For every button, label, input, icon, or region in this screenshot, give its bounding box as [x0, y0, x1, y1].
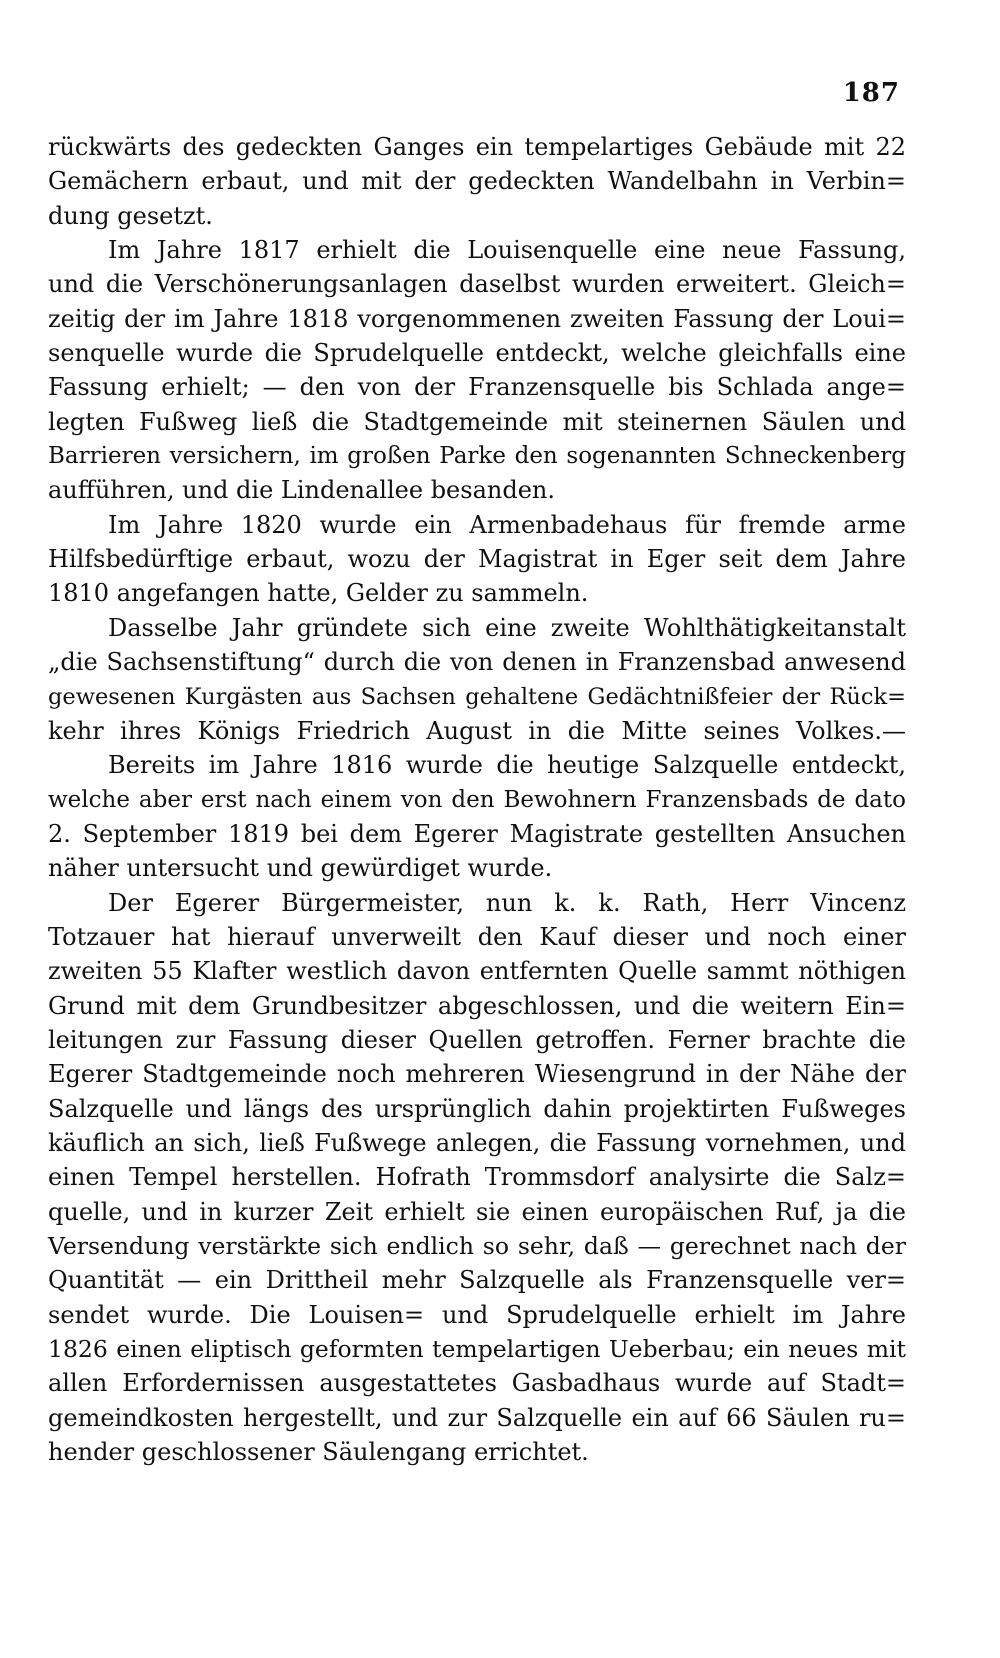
text-line: 1826 einen eliptisch geformten tempelartigen Ueberbau; ein neues mit — [48, 1335, 906, 1364]
text-line: Totzauer hat hierauf unverweilt den Kauf dieser und noch einer — [48, 922, 906, 951]
text-line: Egerer Stadtgemeinde noch mehreren Wiesengrund in der Nähe der — [48, 1060, 906, 1089]
text-line: leitungen zur Fassung dieser Quellen getroffen. Ferner brachte die — [48, 1025, 906, 1054]
text-line: zeitig der im Jahre 1818 vorgenommenen zweiten Fassung der Loui= — [48, 304, 906, 333]
text-line: Salzquelle und längs des ursprünglich dahin projektirten Fußweges — [48, 1094, 906, 1123]
text-line: welche aber erst nach einem von den Bewohnern Franzensbads de dato — [48, 786, 906, 813]
text-line: und die Verschönerungsanlagen daselbst wurden erweitert. Gleich= — [48, 270, 906, 299]
text-line: aufführen, und die Lindenallee besanden. — [48, 476, 555, 505]
text-line: Quantität — ein Drittheil mehr Salzquelle als Franzensquelle ver= — [48, 1266, 906, 1295]
text-line: Dasselbe Jahr gründete sich eine zweite Wohlthätigkeitanstalt — [108, 613, 906, 642]
text-line: Im Jahre 1820 wurde ein Armenbadehaus für fremde arme — [108, 510, 906, 539]
text-line: dung gesetzt. — [48, 201, 213, 230]
text-line: gemeindkosten hergestellt, und zur Salzquelle ein auf 66 Säulen ru= — [48, 1403, 906, 1432]
text-line: gewesenen Kurgästen aus Sachsen gehaltene Gedächtnißfeier der Rück= — [48, 683, 906, 710]
text-line: Barrieren versichern, im großen Parke den sogenannten Schneckenberg — [48, 443, 906, 470]
text-line: Bereits im Jahre 1816 wurde die heutige Salzquelle entdeckt, — [108, 751, 906, 780]
text-line: käuflich an sich, ließ Fußwege anlegen, die Fassung vornehmen, und — [48, 1128, 906, 1157]
text-line: Im Jahre 1817 erhielt die Louisenquelle eine neue Fassung, — [108, 236, 906, 265]
text-line: 2. September 1819 bei dem Egerer Magistrate gestellten Ansuchen — [48, 819, 906, 848]
text-line: einen Tempel herstellen. Hofrath Trommsdorf analysirte die Salz= — [48, 1163, 906, 1192]
text-line: quelle, und in kurzer Zeit erhielt sie einen europäischen Ruf, ja die — [48, 1197, 906, 1226]
text-line: näher untersucht und gewürdiget wurde. — [48, 854, 553, 883]
text-line: kehr ihres Königs Friedrich August in die Mitte seines Volkes.— — [48, 716, 906, 745]
text-line: Versendung verstärkte sich endlich so sehr, daß — gerechnet nach der — [48, 1232, 906, 1260]
text-line: Grund mit dem Grundbesitzer abgeschlossen, und die weitern Ein= — [48, 991, 906, 1020]
body-text — [48, 130, 906, 1469]
page-number: 187 — [842, 78, 900, 108]
text-line: zweiten 55 Klafter westlich davon entfernten Quelle sammt nöthigen — [48, 957, 906, 986]
text-line: rückwärts des gedeckten Ganges ein tempelartiges Gebäude mit 22 — [48, 133, 906, 161]
text-line: Der Egerer Bürgermeister, nun k. k. Rath, Herr Vincenz — [108, 888, 906, 917]
text-line: senquelle wurde die Sprudelquelle entdeckt, welche gleichfalls eine — [48, 339, 906, 368]
text-line: sendet wurde. Die Louisen= und Sprudelquelle erhielt im Jahre — [48, 1300, 906, 1329]
text-line: allen Erfordernissen ausgestattetes Gasbadhaus wurde auf Stadt= — [48, 1369, 906, 1398]
text-line: legten Fußweg ließ die Stadtgemeinde mit steinernen Säulen und — [48, 407, 906, 436]
text-line: Gemächern erbaut, und mit der gedeckten Wandelbahn in Verbin= — [48, 167, 906, 196]
text-line: 1810 angefangen hatte, Gelder zu sammeln. — [48, 579, 589, 608]
text-line: Fassung erhielt; — den von der Franzensquelle bis Schlada ange= — [48, 373, 906, 402]
text-line: hender geschlossener Säulengang errichtet. — [48, 1438, 589, 1467]
text-line: „die Sachsenstiftung“ durch die von denen in Franzensbad anwesend — [48, 648, 906, 677]
text-line: Hilfsbedürftige erbaut, wozu der Magistrat in Eger seit dem Jahre — [48, 545, 906, 574]
